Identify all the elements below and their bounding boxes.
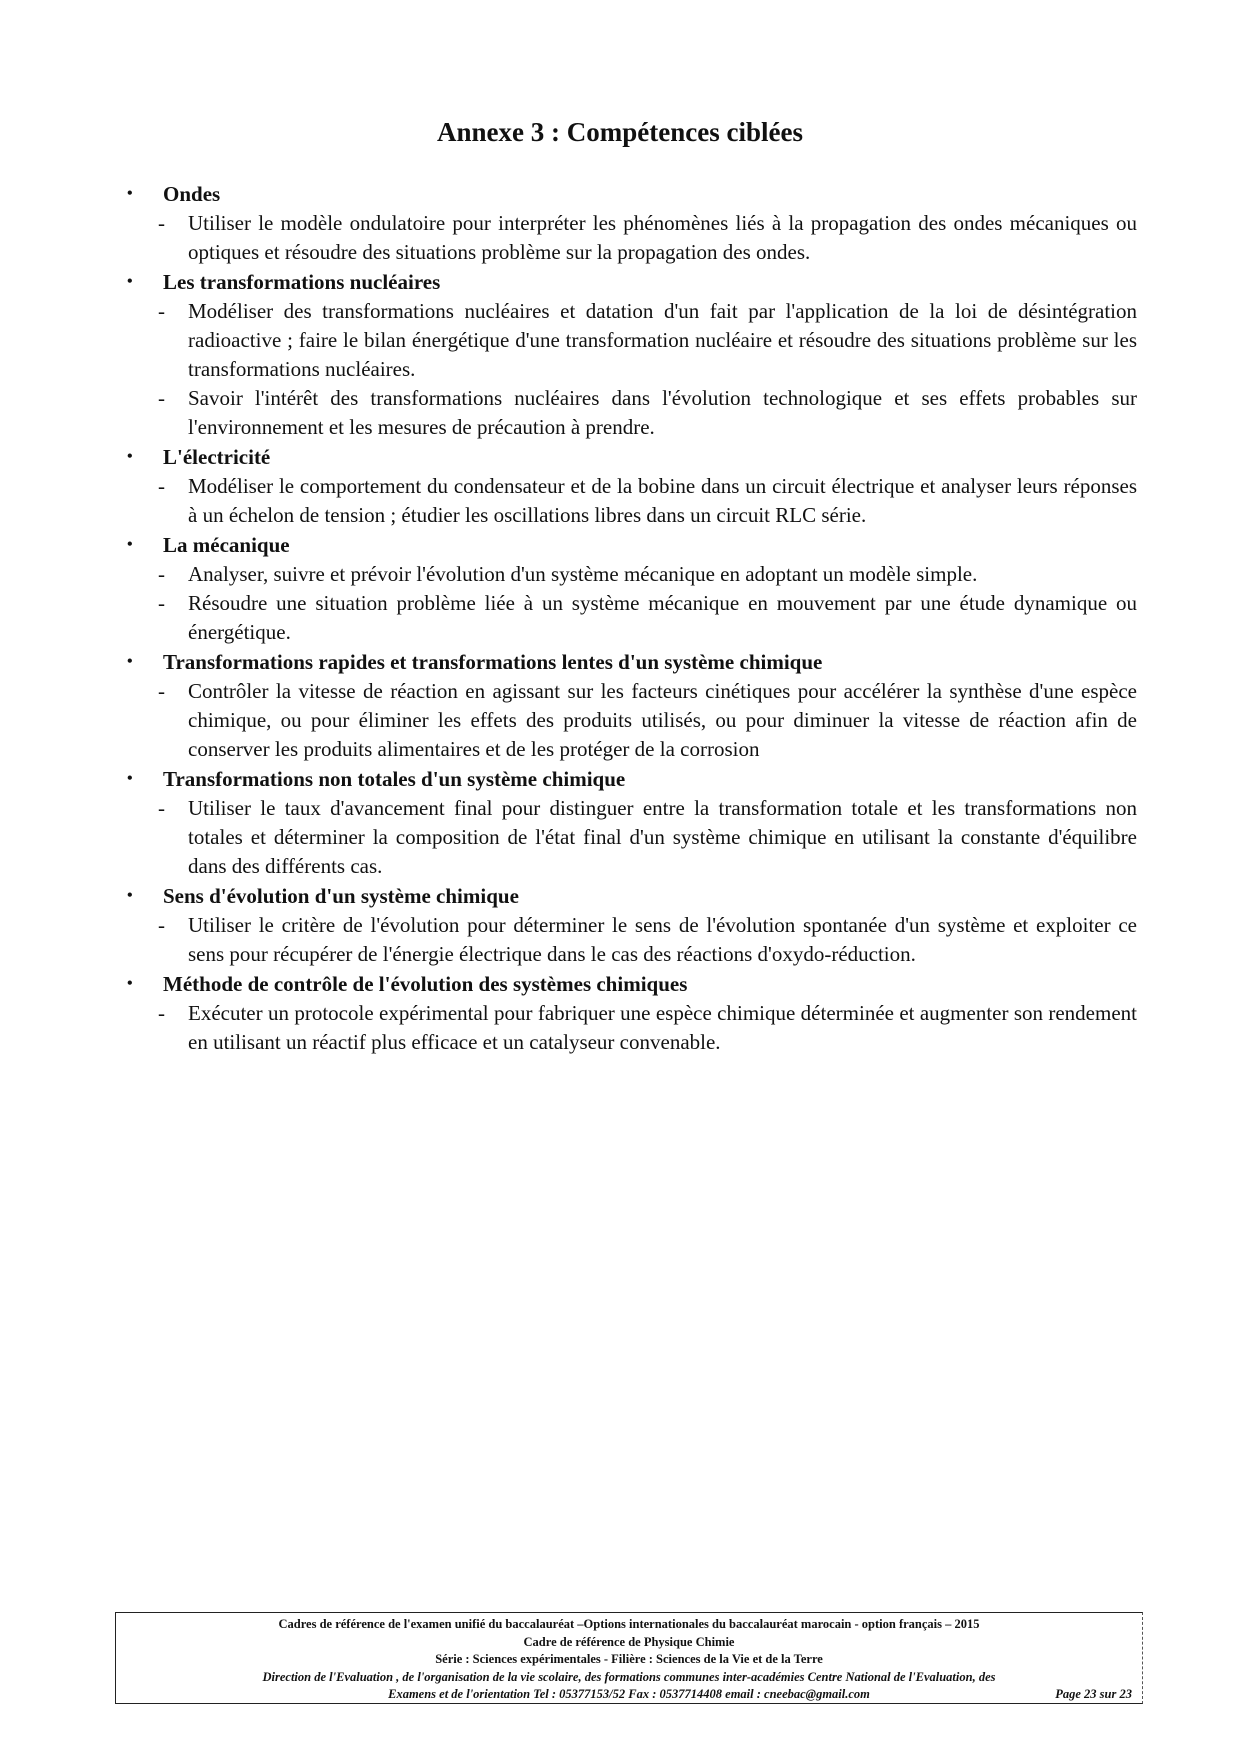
section-sens-evolution: [125, 881, 1137, 969]
section-heading: [125, 267, 1137, 297]
list-item-text: Utiliser le taux d'avancement final pour distinguer entre la transformation totale et les transformations non totales et déterminer la composition de l'état final d'un système chimique en utilisant la constante d'équilibre dans des différents cas.: [188, 796, 1137, 878]
section-heading-text: L'électricité: [163, 445, 271, 469]
page-footer: [115, 1612, 1143, 1704]
dash-icon: -: [158, 386, 165, 410]
dash-icon: -: [158, 562, 165, 586]
bullet-icon: •: [127, 975, 133, 992]
section-ondes: [125, 179, 1137, 267]
section-heading-text: Transformations non totales d'un système chimique: [163, 767, 626, 791]
competences-list: [125, 179, 1137, 1057]
bullet-icon: •: [127, 887, 133, 904]
list-item: [125, 999, 1137, 1057]
list-item-text: Analyser, suivre et prévoir l'évolution d'un système mécanique en adoptant un modèle simple.: [188, 562, 978, 586]
list-item: [125, 589, 1137, 647]
list-item-text: Modéliser le comportement du condensateur et de la bobine dans un circuit électrique et analyser leurs réponses à un échelon de tension ; étudier les oscillations libres dans un circuit RLC série.: [188, 474, 1137, 527]
dash-icon: -: [158, 796, 165, 820]
section-methode-controle: [125, 969, 1137, 1057]
footer-line: Cadres de référence de l'examen unifié du baccalauréat –Options internationales du baccalauréat marocain - option français – 2015: [278, 1617, 980, 1631]
section-heading-text: Ondes: [163, 182, 221, 206]
dash-icon: -: [158, 474, 165, 498]
footer-line: Cadre de référence de Physique Chimie: [523, 1634, 735, 1649]
section-heading: [125, 530, 1137, 560]
bullet-icon: •: [127, 770, 133, 787]
section-heading: [125, 179, 1137, 209]
list-item: [125, 297, 1137, 384]
footer-contact: Examens et de l'orientation Tel : 05377153/52 Fax : 0537714408 email : cneebac@gmail.com: [388, 1687, 870, 1701]
section-transformations-non-totales: [125, 764, 1137, 881]
section-heading-text: Sens d'évolution d'un système chimique: [163, 884, 519, 908]
list-item: [125, 560, 1137, 589]
list-item-text: Utiliser le critère de l'évolution pour déterminer le sens de l'évolution spontanée d'un système et exploiter ce sens pour récupérer de l'énergie électrique dans le cas des réactions d'oxydo-réduction.: [188, 913, 1137, 966]
list-item-text: Contrôler la vitesse de réaction en agissant sur les facteurs cinétiques pour accélérer la synthèse d'une espèce chimique, ou pour éliminer les effets des produits utilisés, ou pour diminuer la vitesse de réaction afin de conserver les produits alimentaires et de les protéger de la corrosion: [188, 679, 1137, 761]
dash-icon: -: [158, 211, 165, 235]
section-heading: [125, 969, 1137, 999]
list-item: [125, 472, 1137, 530]
section-transformations-rapides-lentes: [125, 647, 1137, 764]
list-item-text: Utiliser le modèle ondulatoire pour interpréter les phénomènes liés à la propagation des ondes mécaniques ou optiques et résoudre des situations problème sur la propagation des ondes.: [188, 211, 1137, 264]
section-heading: [125, 764, 1137, 794]
list-item: [125, 911, 1137, 969]
footer-line: Direction de l'Evaluation , de l'organisation de la vie scolaire, des formations communes inter-académies Centre National de l'Evaluation, des: [262, 1669, 996, 1684]
footer-contact-line: [116, 1686, 1142, 1704]
bullet-icon: •: [127, 653, 133, 670]
page-number: Page 23 sur 23: [1055, 1687, 1132, 1701]
list-item: [125, 794, 1137, 881]
section-heading: [125, 442, 1137, 472]
list-item-text: Résoudre une situation problème liée à un système mécanique en mouvement par une étude dynamique ou énergétique.: [188, 591, 1137, 644]
section-heading-text: La mécanique: [163, 533, 290, 557]
bullet-icon: •: [127, 185, 133, 202]
page-title: Annexe 3 : Compétences ciblées: [437, 117, 803, 147]
dash-icon: -: [158, 679, 165, 703]
list-item: [125, 209, 1137, 267]
bullet-icon: •: [127, 536, 133, 553]
section-heading: [125, 881, 1137, 911]
list-item: [125, 677, 1137, 764]
bullet-icon: •: [127, 273, 133, 290]
section-heading-text: Méthode de contrôle de l'évolution des systèmes chimiques: [163, 972, 688, 996]
section-heading-text: Transformations rapides et transformations lentes d'un système chimique: [163, 650, 823, 674]
list-item-text: Modéliser des transformations nucléaires et datation d'un fait par l'application de la loi de désintégration radioactive ; faire le bilan énergétique d'une transformation nucléaire et résoudre des situations problème sur les transformations nucléaires.: [188, 299, 1137, 381]
section-mecanique: [125, 530, 1137, 647]
dash-icon: -: [158, 913, 165, 937]
list-item: [125, 384, 1137, 442]
section-heading-text: Les transformations nucléaires: [163, 270, 441, 294]
footer-line: Série : Sciences expérimentales - Filière : Sciences de la Vie et de la Terre: [435, 1652, 823, 1666]
dash-icon: -: [158, 1001, 165, 1025]
bullet-icon: •: [127, 448, 133, 465]
list-item-text: Exécuter un protocole expérimental pour fabriquer une espèce chimique déterminée et augmenter son rendement en utilisant un réactif plus efficace et un catalyseur convenable.: [188, 1001, 1137, 1054]
section-heading: [125, 647, 1137, 677]
section-electricite: [125, 442, 1137, 530]
dash-icon: -: [158, 591, 165, 615]
section-transformations-nucleaires: [125, 267, 1137, 442]
dash-icon: -: [158, 299, 165, 323]
list-item-text: Savoir l'intérêt des transformations nucléaires dans l'évolution technologique et ses effets probables sur l'environnement et les mesures de précaution à prendre.: [188, 386, 1137, 439]
